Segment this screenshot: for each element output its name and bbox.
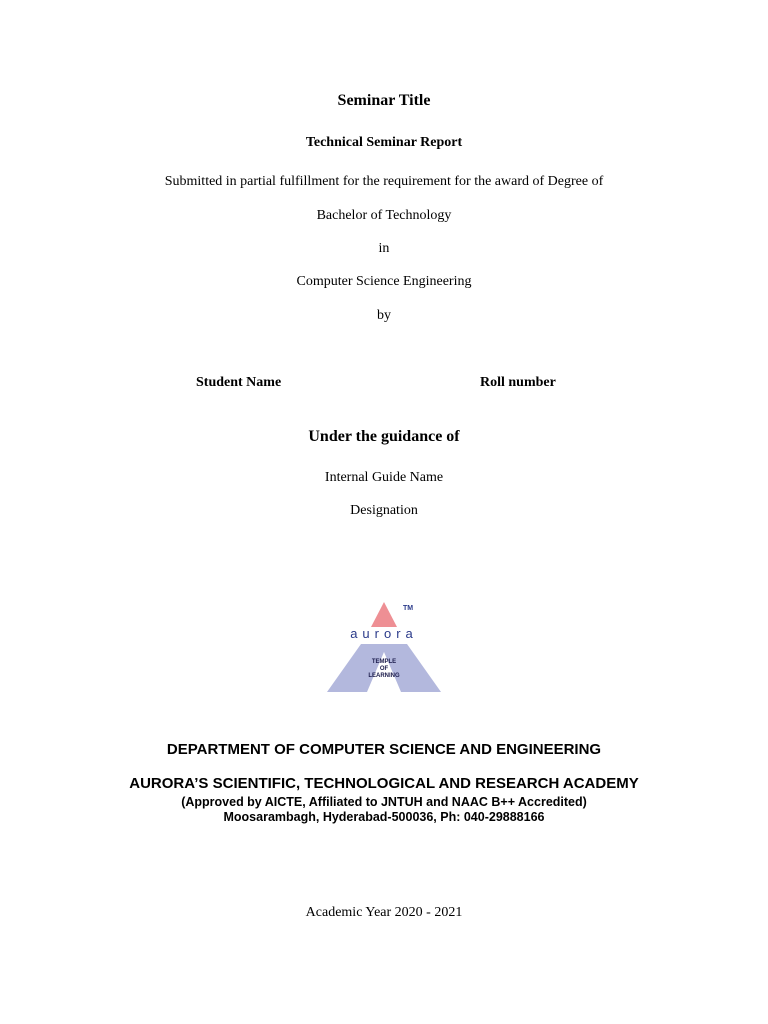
logo-tagline-1: TEMPLE [371,659,397,665]
guide-name: Internal Guide Name [324,470,444,485]
academic-year: Academic Year 2020 - 2021 [305,905,463,920]
logo-wordmark: aurora [350,626,418,641]
by-word: by [377,308,391,323]
roll-number: Roll number [480,375,556,390]
department-name: DEPARTMENT OF COMPUTER SCIENCE AND ENGINEERING [166,741,602,758]
branch-name: Computer Science Engineering [296,274,472,289]
institution-address: Moosarambagh, Hyderabad-500036, Ph: 040-29888166 [223,810,545,824]
degree-name: Bachelor of Technology [316,208,452,223]
seminar-title: Seminar Title [337,92,431,109]
logo-trademark: TM [403,605,414,612]
guide-designation: Designation [350,503,418,518]
logo-top-triangle [371,602,397,627]
report-type: Technical Seminar Report [305,135,463,150]
aurora-logo [325,600,443,694]
logo-tagline-2: OF [379,666,389,672]
guidance-heading: Under the guidance of [308,428,460,445]
logo-tagline-3: LEARNING [368,673,400,679]
in-word: in [378,241,390,256]
institution-name: AURORA’S SCIENTIFIC, TECHNOLOGICAL AND RESEARCH ACADEMY [129,775,639,792]
submission-statement: Submitted in partial fulfillment for the requirement for the award of Degree of [164,174,604,189]
institution-approval: (Approved by AICTE, Affiliated to JNTUH and NAAC B++ Accredited) [181,795,587,809]
student-name: Student Name [196,375,282,390]
